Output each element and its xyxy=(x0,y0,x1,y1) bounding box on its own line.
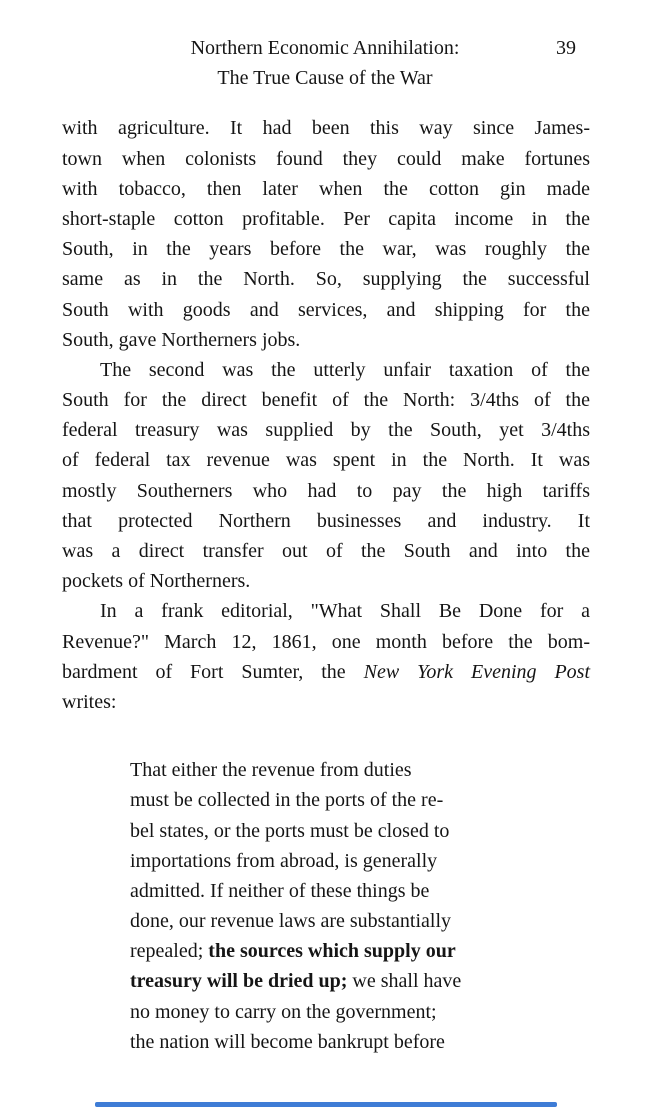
text-segment: South for the direct benefit of the North: 3/4ths of the xyxy=(62,389,590,412)
text-segment: importations from abroad, is generally xyxy=(130,849,438,872)
text-line xyxy=(62,113,590,143)
text-line xyxy=(62,566,590,596)
reading-progress-bar[interactable] xyxy=(95,1102,557,1107)
text-segment: Revenue?" March 12, 1861, one month before the bom- xyxy=(62,630,590,653)
text-segment: done, our revenue laws are substantially xyxy=(130,910,452,933)
bold-text: treasury will be dried up; xyxy=(130,970,348,993)
text-segment: mostly Southerners who had to pay the high tariffs xyxy=(62,479,590,502)
text-segment: repealed; xyxy=(130,940,209,963)
page-header xyxy=(0,0,650,93)
text-line xyxy=(130,997,554,1027)
text-segment: was a direct transfer out of the South and into the xyxy=(62,540,590,563)
text-line xyxy=(130,816,554,846)
text-line xyxy=(62,264,590,294)
text-line xyxy=(62,144,590,174)
text-line xyxy=(62,657,590,687)
text-segment: That either the revenue from duties xyxy=(130,759,412,782)
text-segment: same as in the North. So, supplying the successful xyxy=(62,268,590,291)
text-line xyxy=(62,687,590,717)
text-line xyxy=(62,234,590,264)
page-body xyxy=(62,113,590,1057)
text-line xyxy=(62,415,590,445)
text-segment: with agriculture. It had been this way since James- xyxy=(62,117,590,140)
paragraph xyxy=(62,113,590,355)
text-line xyxy=(130,1027,554,1057)
text-segment: bardment of Fort Sumter, the xyxy=(62,660,364,683)
paragraph xyxy=(62,596,590,717)
text-segment: pockets of Northerners. xyxy=(62,570,251,593)
quote-block xyxy=(130,755,554,1057)
text-segment: that protected Northern businesses and industry. It xyxy=(62,509,590,532)
text-segment: the nation will become bankrupt before xyxy=(130,1030,445,1053)
text-line xyxy=(130,755,554,785)
text-line xyxy=(62,355,590,385)
text-line xyxy=(62,445,590,475)
text-line xyxy=(62,174,590,204)
text-segment: no money to carry on the government; xyxy=(130,1000,437,1023)
text-segment: In a frank editorial, "What Shall Be Done for a xyxy=(100,600,590,623)
page-number: 39 xyxy=(556,37,576,59)
text-line xyxy=(62,627,590,657)
text-segment: South, in the years before the war, was roughly the xyxy=(62,238,590,261)
text-line xyxy=(130,846,554,876)
text-line xyxy=(62,596,590,626)
text-segment: federal treasury was supplied by the South, yet 3/4ths xyxy=(62,419,590,442)
text-segment: South, gave Northerners jobs. xyxy=(62,328,301,351)
text-segment: writes: xyxy=(62,690,117,713)
text-segment: admitted. If neither of these things be xyxy=(130,879,430,902)
text-segment: town when colonists found they could make fortunes xyxy=(62,147,590,170)
bold-text: the sources which supply our xyxy=(208,940,456,963)
text-segment: with tobacco, then later when the cotton gin made xyxy=(62,177,590,200)
text-segment: we shall have xyxy=(347,970,462,993)
paragraphs xyxy=(62,113,590,717)
text-segment: bel states, or the ports must be closed to xyxy=(130,819,450,842)
text-line xyxy=(62,295,590,325)
italic-text: New York Evening Post xyxy=(363,660,590,683)
text-line xyxy=(62,506,590,536)
paragraph xyxy=(62,355,590,597)
text-segment: South with goods and services, and shipping for the xyxy=(62,298,590,321)
text-line xyxy=(130,966,554,996)
text-segment: The second was the utterly unfair taxation of the xyxy=(100,358,590,381)
text-line xyxy=(62,325,590,355)
text-segment: of federal tax revenue was spent in the North. It was xyxy=(62,449,590,472)
text-line xyxy=(62,476,590,506)
text-line xyxy=(130,936,554,966)
text-line xyxy=(62,385,590,415)
page-title-line-1: Northern Economic Annihilation: xyxy=(190,37,460,59)
text-segment: short-staple cotton profitable. Per capita income in the xyxy=(62,207,590,230)
text-line xyxy=(62,204,590,234)
text-line xyxy=(62,536,590,566)
text-line xyxy=(130,906,554,936)
page-title-line-2: The True Cause of the War xyxy=(217,67,433,90)
text-line xyxy=(130,876,554,906)
text-line xyxy=(130,785,554,815)
text-segment: must be collected in the ports of the re- xyxy=(130,789,444,812)
